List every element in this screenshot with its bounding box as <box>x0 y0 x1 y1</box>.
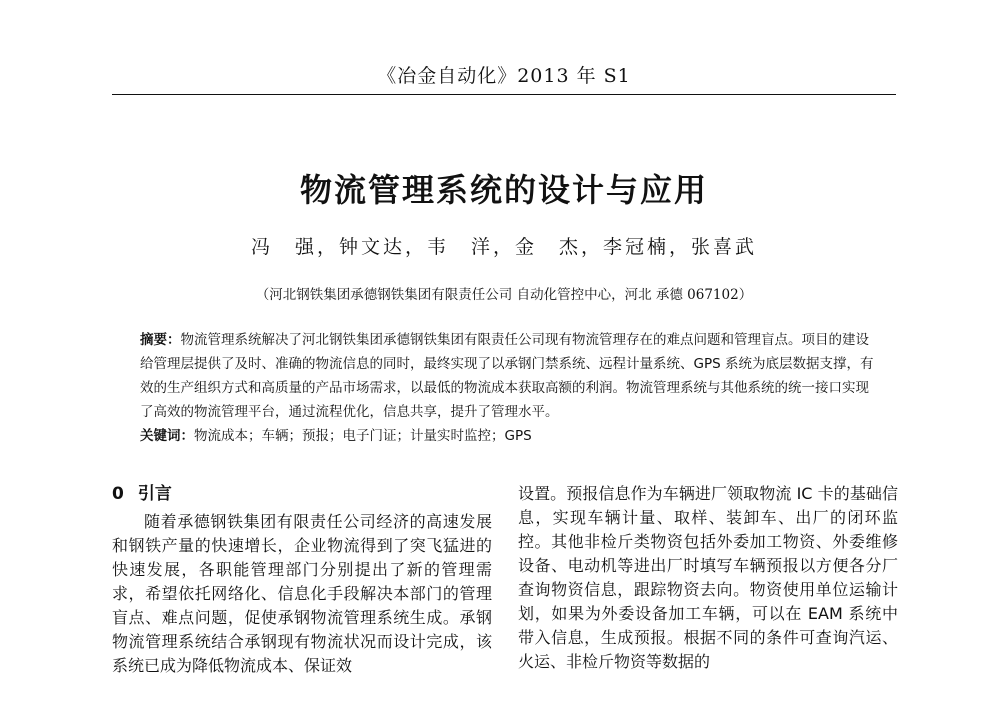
right-column <box>518 482 898 674</box>
affiliation: （河北钢铁集团承德钢铁集团有限责任公司 自动化管控中心，河北 承德 067102） <box>255 287 753 303</box>
section-number: 0 <box>112 484 124 504</box>
authors: 冯 强，钟文达，韦 洋，金 杰，李冠楠，张喜武 <box>250 236 757 258</box>
section-heading <box>112 482 492 506</box>
abstract-label: 摘要： <box>140 332 181 348</box>
paper-title: 物流管理系统的设计与应用 <box>299 171 708 209</box>
right-column-paragraph: 设置。预报信息作为车辆进厂领取物流 IC 卡的基础信息，实现车辆计量、取样、装卸车、出厂的闭环监控。其他非检斤类物资包括外委加工物资、外委维修设备、电动机等进出厂时填写车辆预报以方便各分厂查询物资信息，跟踪物资去向。物资使用单位运输计划，如果为外委设备加工车辆，可以在 EAM 系统中带入信息，生成预报。根据不同的条件可查询汽运、火运、非检斤物资等数据的 <box>518 484 898 671</box>
left-column-paragraph: 随着承德钢铁集团有限责任公司经济的高速发展和钢铁产量的快速增长，企业物流得到了突飞猛进的快速发展，各职能管理部门分别提出了新的管理需求，希望依托网络化、信息化手段解决本部门的管理盲点、难点问题，促使承钢物流管理系统生成。承钢物流管理系统结合承钢现有物流状况而设计完成，该系统已成为降低物流成本、保证效 <box>112 512 492 675</box>
keywords <box>140 424 880 448</box>
abstract-block <box>140 328 880 448</box>
keywords-label: 关键词： <box>140 428 194 444</box>
section-title: 引言 <box>137 484 172 504</box>
abstract-text: 物流管理系统解决了河北钢铁集团承德钢铁集团有限责任公司现有物流管理存在的难点问题和管理盲点。项目的建设给管理层提供了及时、准确的物流信息的同时，最终实现了以承钢门禁系统、远程计量系统、GPS 系统为底层数据支撑，有效的生产组织方式和高质量的产品市场需求，以最低的物流成本获取高额的利润。物流管理系统与其他系统的统一接口实现了高效的物流管理平台，通过流程优化，信息共享，提升了管理水平。 <box>140 332 874 420</box>
keywords-text: 物流成本；车辆；预报；电子门证；计量实时监控；GPS <box>194 428 532 444</box>
left-column <box>112 482 492 678</box>
abstract <box>140 328 880 424</box>
journal-header: 《冶金自动化》2013 年 S1 <box>377 65 631 87</box>
header-rule <box>112 94 896 95</box>
